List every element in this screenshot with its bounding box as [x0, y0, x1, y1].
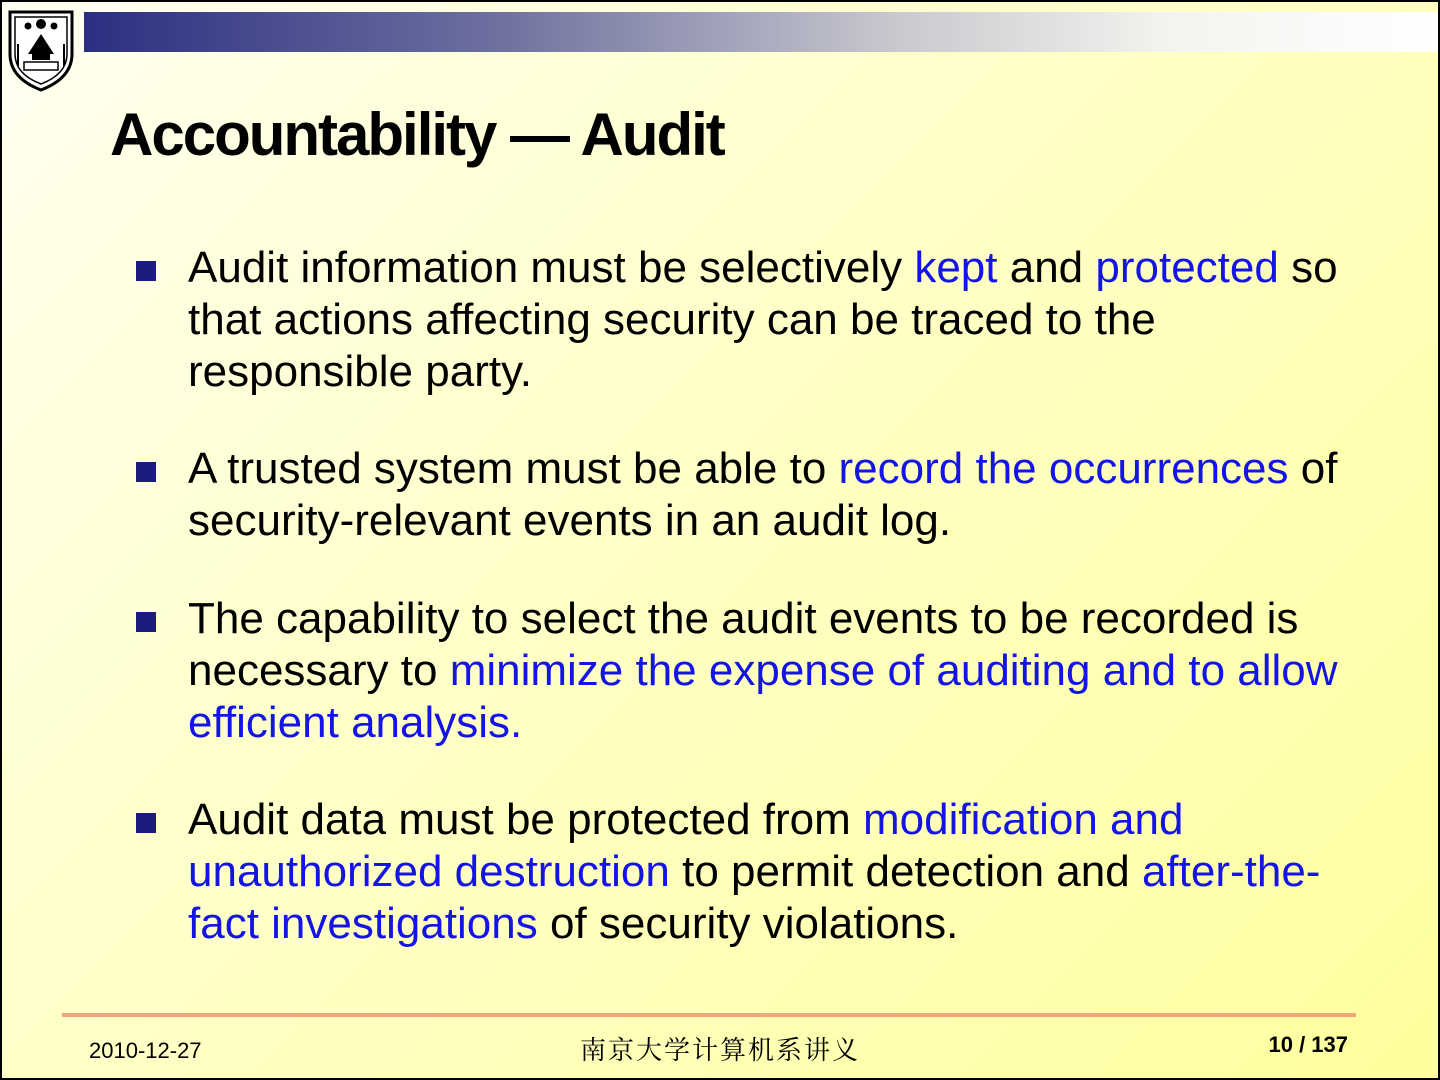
bullet-segment: so that actions affecting security can be traced to the responsible party.	[188, 243, 1338, 396]
bullet-segment: of security violations.	[537, 899, 959, 948]
bullet-segment: of security-relevant events in an audit log.	[188, 444, 1338, 545]
bullet-marker-icon	[136, 813, 156, 833]
footer-date: 2010-12-27	[89, 1038, 202, 1063]
bullet-segment: The capability to select the audit events to be recorded is necessary to	[188, 594, 1299, 695]
bullet-text	[188, 794, 1368, 950]
university-seal-icon	[4, 4, 78, 92]
footer-course-name: 南京大学计算机系讲义	[580, 1036, 861, 1066]
slide-title: Accountability — Audit	[110, 101, 724, 168]
bullet-segment: A trusted system must be able to	[188, 444, 839, 493]
bullet-highlight: modification and unauthorized destruction	[188, 795, 1184, 896]
bullet-text	[188, 443, 1388, 547]
footer-page-number: 10 / 137	[1268, 1032, 1348, 1057]
bullet-segment: Audit information must be selectively	[188, 243, 915, 292]
bullet-marker-icon	[136, 612, 156, 632]
bullet-segment: to permit detection and	[669, 847, 1142, 896]
footer-rule	[62, 1013, 1356, 1017]
bullet-segment: Audit data must be protected from	[188, 795, 864, 844]
bullet-highlight: minimize the expense of auditing and to allow efficient analysis.	[188, 646, 1338, 747]
bullet-segment: and	[997, 243, 1096, 292]
bullet-text	[188, 593, 1368, 749]
bullet-highlight: protected	[1095, 243, 1279, 292]
bullet-marker-icon	[136, 261, 156, 281]
bullet-highlight: record the occurrences	[838, 444, 1289, 493]
bullet-highlight: kept	[914, 243, 998, 292]
bullet-highlight: after-the-fact investigations	[188, 847, 1321, 948]
header-gradient-bar	[84, 12, 1440, 52]
bullet-marker-icon	[136, 462, 156, 482]
bullet-text	[188, 242, 1368, 398]
